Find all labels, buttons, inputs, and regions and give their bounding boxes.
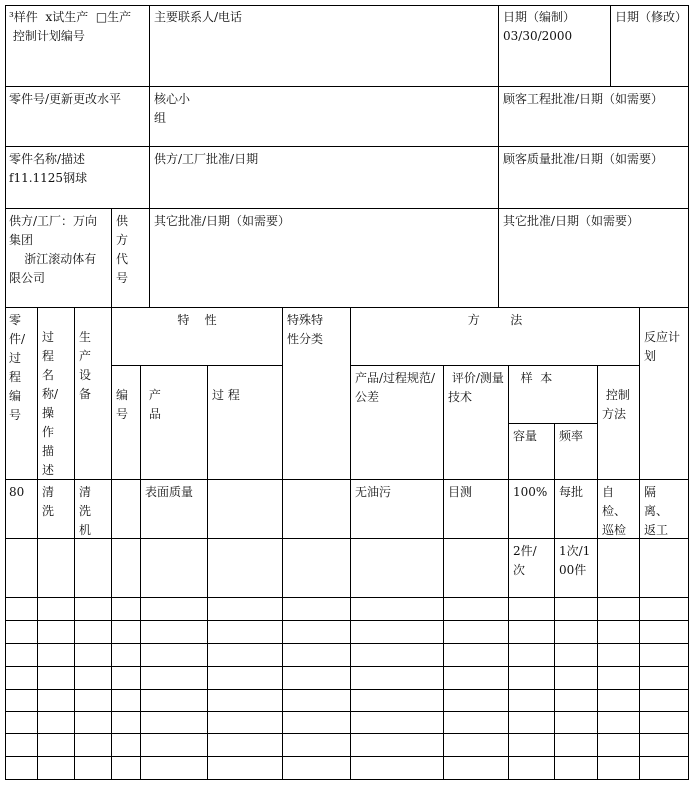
- doc-type-cell: ³样件 x试生产 □生产 控制计划编号: [5, 5, 150, 87]
- row2-special: [283, 539, 351, 598]
- row2-process-char: [208, 539, 283, 598]
- row2-product: [141, 539, 208, 598]
- empty-cell: [5, 690, 38, 712]
- empty-cell: [598, 667, 640, 690]
- empty-cell: [555, 667, 598, 690]
- row2-equipment: [75, 539, 112, 598]
- supplier-approval-cell: 供方/工厂批准/日期: [150, 147, 499, 209]
- col-methods: 方 法: [351, 308, 640, 366]
- col-control-method: 控制方法: [598, 366, 640, 480]
- empty-cell: [75, 598, 112, 621]
- empty-cell: [38, 690, 75, 712]
- supplier-code-cell: 供方代号: [112, 209, 150, 308]
- empty-cell: [112, 621, 141, 644]
- empty-cell: [141, 598, 208, 621]
- empty-cell: [555, 734, 598, 757]
- empty-cell: [5, 644, 38, 667]
- empty-cell: [141, 690, 208, 712]
- col-process: 过 程: [208, 366, 283, 480]
- row1-process-char: [208, 480, 283, 539]
- empty-cell: [283, 690, 351, 712]
- empty-cell: [38, 598, 75, 621]
- empty-cell: [75, 734, 112, 757]
- empty-cell: [38, 757, 75, 780]
- empty-cell: [509, 690, 555, 712]
- empty-cell: [640, 644, 689, 667]
- customer-engineering-approval-cell: 顾客工程批准/日期（如需要）: [499, 87, 689, 147]
- empty-cell: [112, 757, 141, 780]
- empty-cell: [38, 621, 75, 644]
- empty-cell: [141, 712, 208, 734]
- empty-cell: [351, 690, 444, 712]
- row1-spec: 无油污: [351, 480, 444, 539]
- col-part-process-no: 零件/过程编号: [5, 308, 38, 480]
- col-evaluation: 评价/测量技术: [444, 366, 509, 480]
- empty-cell: [5, 734, 38, 757]
- row1-product: 表面质量: [141, 480, 208, 539]
- empty-cell: [555, 757, 598, 780]
- row1-part-no: 80: [5, 480, 38, 539]
- empty-cell: [112, 712, 141, 734]
- empty-cell: [444, 712, 509, 734]
- col-product: 产 品: [141, 366, 208, 480]
- col-reaction-plan: 反应计划: [640, 308, 689, 480]
- core-team-cell: 核心小组: [150, 87, 499, 147]
- row2-part-no: [5, 539, 38, 598]
- empty-cell: [555, 712, 598, 734]
- col-characteristics: 特 性: [112, 308, 283, 366]
- empty-cell: [351, 621, 444, 644]
- empty-cell: [208, 712, 283, 734]
- empty-cell: [509, 734, 555, 757]
- date-original-cell: 日期（编制） 03/30/2000: [499, 5, 611, 87]
- empty-cell: [38, 734, 75, 757]
- empty-cell: [112, 598, 141, 621]
- empty-cell: [351, 667, 444, 690]
- empty-cell: [283, 644, 351, 667]
- empty-cell: [141, 734, 208, 757]
- empty-cell: [5, 667, 38, 690]
- empty-cell: [141, 621, 208, 644]
- empty-cell: [75, 690, 112, 712]
- empty-cell: [141, 644, 208, 667]
- empty-cell: [598, 598, 640, 621]
- date-revision-cell: 日期（修改）: [611, 5, 689, 87]
- customer-quality-approval-cell: 顾客质量批准/日期（如需要）: [499, 147, 689, 209]
- empty-cell: [283, 667, 351, 690]
- empty-cell: [5, 712, 38, 734]
- col-special-class: 特殊特性分类: [283, 308, 351, 480]
- empty-cell: [351, 644, 444, 667]
- empty-cell: [283, 598, 351, 621]
- row1-reaction: 隔离、返工: [640, 480, 689, 539]
- empty-cell: [640, 690, 689, 712]
- empty-cell: [5, 598, 38, 621]
- empty-cell: [444, 621, 509, 644]
- empty-cell: [351, 712, 444, 734]
- empty-cell: [112, 644, 141, 667]
- empty-cell: [509, 667, 555, 690]
- row1-no: [112, 480, 141, 539]
- row2-size: 2件/次: [509, 539, 555, 598]
- row1-eval: 目测: [444, 480, 509, 539]
- row1-control: 自检、巡检: [598, 480, 640, 539]
- row2-no: [112, 539, 141, 598]
- empty-cell: [75, 667, 112, 690]
- empty-cell: [38, 667, 75, 690]
- other-approval-cell-2: 其它批准/日期（如需要）: [499, 209, 689, 308]
- empty-cell: [208, 644, 283, 667]
- empty-cell: [283, 757, 351, 780]
- empty-cell: [38, 712, 75, 734]
- part-name-cell: 零件名称/描述 f11.1125钢球: [5, 147, 150, 209]
- empty-cell: [640, 621, 689, 644]
- empty-cell: [208, 690, 283, 712]
- empty-cell: [141, 667, 208, 690]
- empty-cell: [509, 644, 555, 667]
- empty-cell: [38, 644, 75, 667]
- row1-equipment: 清洗机: [75, 480, 112, 539]
- row2-control: [598, 539, 640, 598]
- empty-cell: [598, 757, 640, 780]
- empty-cell: [598, 712, 640, 734]
- empty-cell: [444, 690, 509, 712]
- empty-cell: [640, 667, 689, 690]
- empty-cell: [555, 644, 598, 667]
- empty-cell: [208, 598, 283, 621]
- empty-cell: [208, 757, 283, 780]
- empty-cell: [444, 757, 509, 780]
- empty-cell: [5, 621, 38, 644]
- empty-cell: [75, 757, 112, 780]
- col-frequency: 频率: [555, 424, 598, 480]
- empty-cell: [444, 734, 509, 757]
- empty-cell: [640, 757, 689, 780]
- empty-cell: [509, 757, 555, 780]
- contact-cell: 主要联系人/电话: [150, 5, 499, 87]
- empty-cell: [351, 757, 444, 780]
- empty-cell: [283, 712, 351, 734]
- col-size: 容量: [509, 424, 555, 480]
- empty-cell: [640, 712, 689, 734]
- empty-cell: [598, 644, 640, 667]
- col-no: 编号: [112, 366, 141, 480]
- col-sample: 样 本: [509, 366, 598, 424]
- empty-cell: [598, 690, 640, 712]
- row2-reaction: [640, 539, 689, 598]
- empty-cell: [283, 734, 351, 757]
- empty-cell: [351, 734, 444, 757]
- row2-process: [38, 539, 75, 598]
- empty-cell: [640, 598, 689, 621]
- empty-cell: [283, 621, 351, 644]
- empty-cell: [555, 690, 598, 712]
- empty-cell: [208, 734, 283, 757]
- col-process-name: 过程名称/操作描述: [38, 308, 75, 480]
- empty-cell: [555, 598, 598, 621]
- row1-special: [283, 480, 351, 539]
- empty-cell: [75, 644, 112, 667]
- empty-cell: [598, 734, 640, 757]
- empty-cell: [444, 598, 509, 621]
- empty-cell: [509, 621, 555, 644]
- empty-cell: [640, 734, 689, 757]
- row1-size: 100%: [509, 480, 555, 539]
- empty-cell: [75, 621, 112, 644]
- other-approval-cell-1: 其它批准/日期（如需要）: [150, 209, 499, 308]
- empty-cell: [444, 667, 509, 690]
- empty-cell: [5, 757, 38, 780]
- empty-cell: [75, 712, 112, 734]
- row1-frequency: 每批: [555, 480, 598, 539]
- row1-process: 清洗: [38, 480, 75, 539]
- empty-cell: [509, 598, 555, 621]
- empty-cell: [444, 644, 509, 667]
- empty-cell: [208, 621, 283, 644]
- row2-eval: [444, 539, 509, 598]
- part-number-cell: 零件号/更新更改水平: [5, 87, 150, 147]
- supplier-cell: 供方/工厂：万向集团 浙江滚动体有限公司: [5, 209, 112, 308]
- empty-cell: [112, 690, 141, 712]
- empty-cell: [351, 598, 444, 621]
- empty-cell: [141, 757, 208, 780]
- empty-cell: [555, 621, 598, 644]
- empty-cell: [208, 667, 283, 690]
- row2-frequency: 1次/100件: [555, 539, 598, 598]
- empty-cell: [112, 667, 141, 690]
- empty-cell: [509, 712, 555, 734]
- col-spec: 产品/过程规范/公差: [351, 366, 444, 480]
- empty-cell: [598, 621, 640, 644]
- row2-spec: [351, 539, 444, 598]
- empty-cell: [112, 734, 141, 757]
- col-equipment: 生产设备: [75, 308, 112, 480]
